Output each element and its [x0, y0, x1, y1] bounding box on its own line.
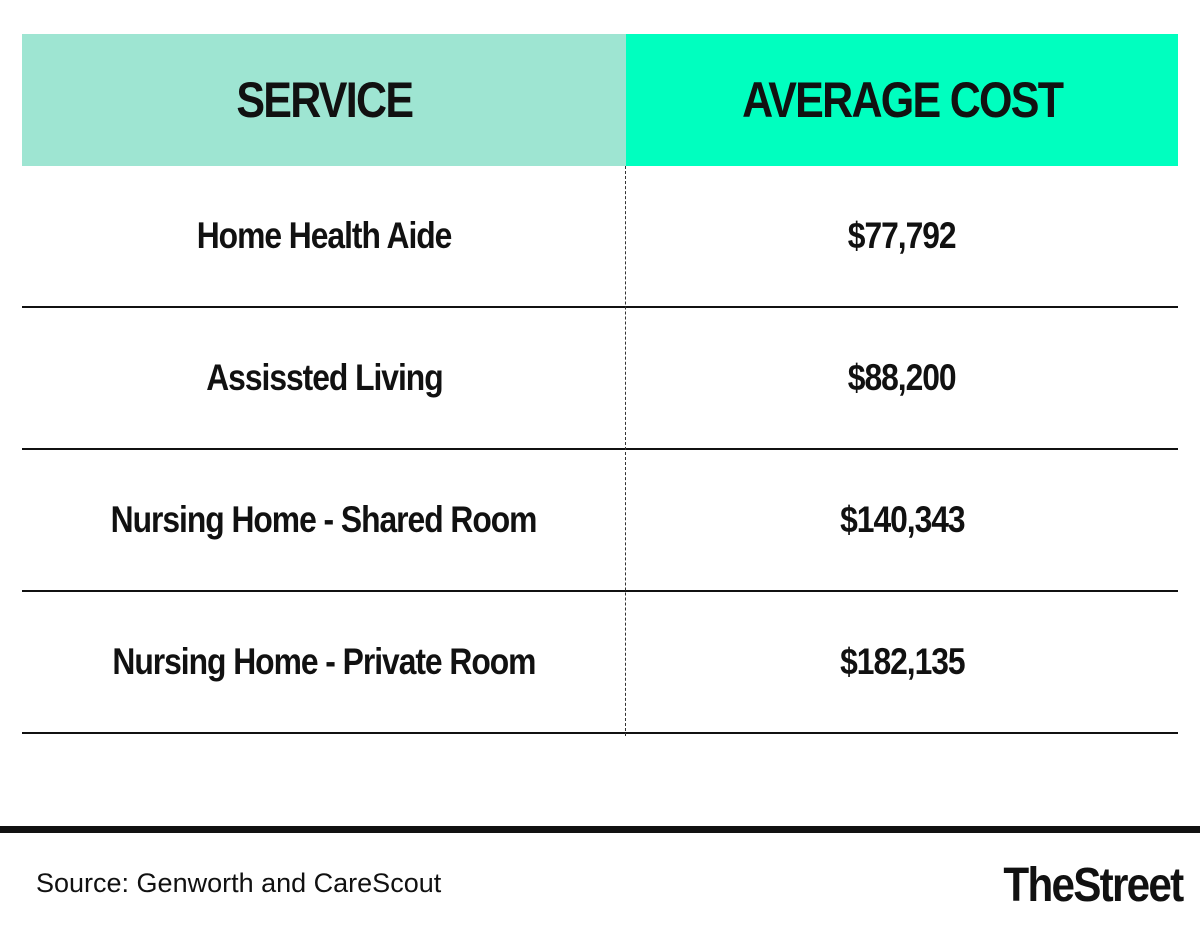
table-body	[22, 166, 1178, 734]
column-divider	[625, 166, 626, 736]
table-row	[22, 592, 1178, 734]
cost-cell	[626, 450, 1178, 590]
table-row	[22, 308, 1178, 450]
source-note: Source: Genworth and CareScout	[36, 868, 442, 898]
service-name: Assissted Living	[205, 357, 443, 398]
footer-rule	[0, 826, 1200, 833]
cost-cell	[626, 308, 1178, 448]
cost-value: $88,200	[848, 357, 956, 398]
service-name: Nursing Home - Shared Room	[111, 499, 537, 540]
table-header-row	[22, 34, 1178, 166]
service-cell	[22, 450, 626, 590]
service-name: Home Health Aide	[196, 215, 452, 256]
service-cell	[22, 308, 626, 448]
service-cell	[22, 592, 626, 732]
cost-cell	[626, 166, 1178, 306]
cost-value: $182,135	[839, 641, 965, 682]
cost-value: $140,343	[839, 499, 965, 540]
header-cell-service	[22, 34, 626, 166]
thestreet-logo: TheStreet	[1003, 859, 1182, 912]
cost-table	[22, 34, 1178, 734]
cost-value: $77,792	[848, 215, 956, 256]
cost-cell	[626, 592, 1178, 732]
table-row	[22, 450, 1178, 592]
header-label-average-cost: AVERAGE COST	[741, 72, 1063, 128]
header-cell-average-cost	[626, 34, 1178, 166]
service-cell	[22, 166, 626, 306]
service-name: Nursing Home - Private Room	[112, 641, 536, 682]
table-row	[22, 166, 1178, 308]
header-label-service: SERVICE	[236, 72, 412, 128]
